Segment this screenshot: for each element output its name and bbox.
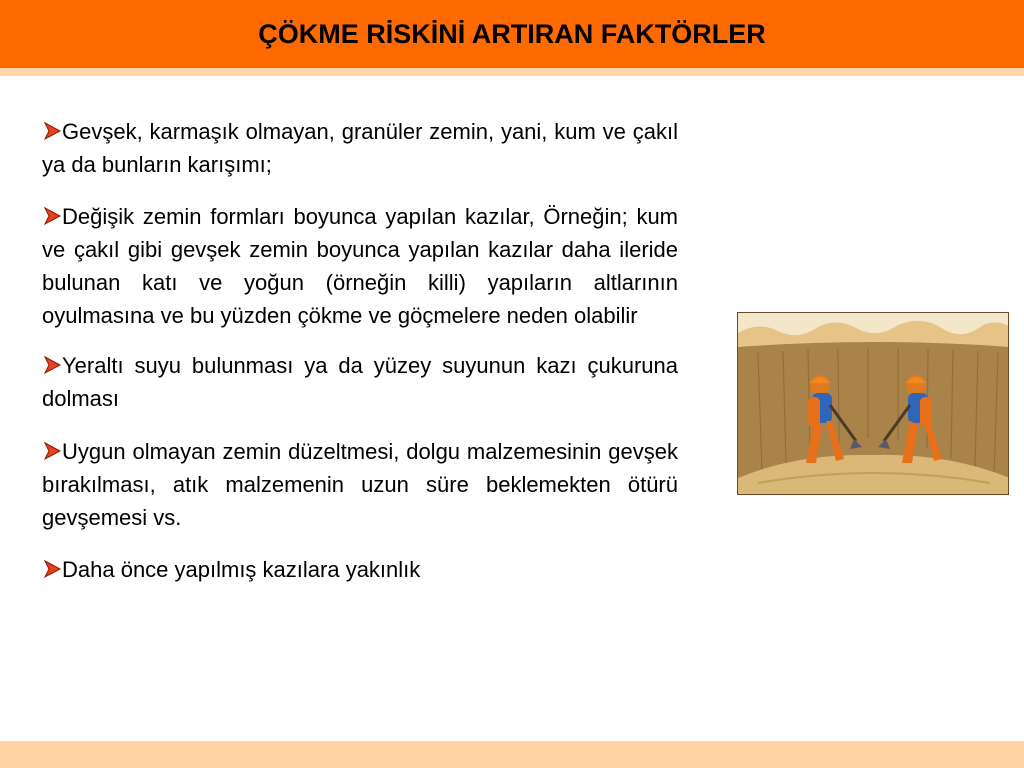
- arrowhead-bullet-icon: [42, 206, 62, 226]
- title-underline: [0, 68, 1024, 76]
- bullet-item: [42, 435, 678, 534]
- bullet-list: [42, 115, 678, 606]
- trench-illustration-svg: [738, 313, 1009, 495]
- footer-bar: [0, 741, 1024, 768]
- trench-workers-illustration: [737, 312, 1009, 495]
- bullet-text: Değişik zemin formları boyunca yapılan kazılar, Örneğin; kum ve çakıl gibi gevşek zemin boyunca yapılan kazılar daha ileride bulunan katı ve yoğun (örneğin killi) yapıların altlarının oyulmasına ve bu yüzden çökme ve göçmelere neden olabilir: [42, 204, 678, 328]
- arrowhead-bullet-icon: [42, 355, 62, 375]
- bullet-text: Gevşek, karmaşık olmayan, granüler zemin, yani, kum ve çakıl ya da bunların karışımı;: [42, 119, 678, 177]
- arrowhead-bullet-icon: [42, 559, 62, 579]
- arrowhead-bullet-icon: [42, 121, 62, 141]
- bullet-text: Yeraltı suyu bulunması ya da yüzey suyunun kazı çukuruna dolması: [42, 353, 678, 411]
- arrowhead-bullet-icon: [42, 441, 62, 461]
- bullet-text: Daha önce yapılmış kazılara yakınlık: [62, 557, 421, 582]
- bullet-item: [42, 115, 678, 181]
- slide-title: ÇÖKME RİSKİNİ ARTIRAN FAKTÖRLER: [258, 19, 766, 49]
- bullet-text: Uygun olmayan zemin düzeltmesi, dolgu malzemesinin gevşek bırakılması, atık malzemenin uzun süre beklemekten ötürü gevşemesi vs.: [42, 439, 678, 530]
- bullet-item: [42, 553, 678, 586]
- bullet-item: [42, 349, 678, 415]
- bullet-item: [42, 200, 678, 332]
